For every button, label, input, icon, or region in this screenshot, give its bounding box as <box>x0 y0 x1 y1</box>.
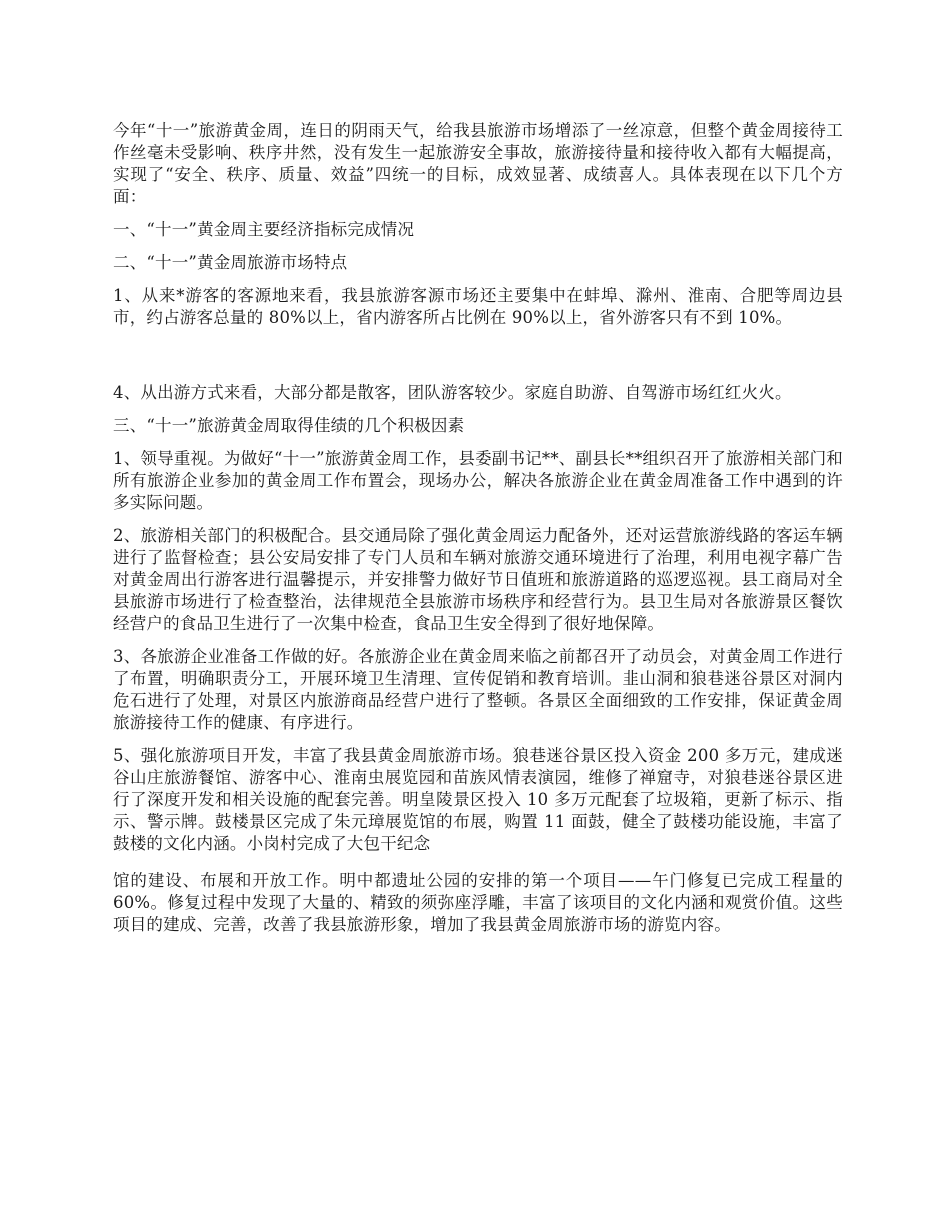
section-heading-1: 一、“十一”黄金周主要经济指标完成情况 <box>113 220 415 239</box>
section-heading-3: 三、“十一”旅游黄金周取得佳绩的几个积极因素 <box>113 416 465 435</box>
paragraph-departments: 2、旅游相关部门的积极配合。县交通局除了强化黄金周运力配备外，还对运营旅游线路的客运车辆进行了监督检查；县公安局安排了专门人员和车辆对旅游交通环境进行了治理，利用电视字幕广告对黄金周出行游客进行温馨提示，并安排警力做好节日值班和旅游道路的巡逻巡视。县工商局对全县旅游市场进行了检查整治，法律规范全县旅游市场秩序和经营行为。县卫生局对各旅游景区餐饮经营户的食品卫生进行了一次集中检查，食品卫生安全得到了很好地保障。 <box>113 526 843 633</box>
paragraph-market-source: 1、从来*游客的客源地来看，我县旅游客源市场还主要集中在蚌埠、滁州、淮南、合肥等周边县市，约占游客总量的 80%以上，省内游客所占比例在 90%以上，省外游客只有不到 10%。 <box>113 286 843 327</box>
paragraph-continuation: 馆的建设、布展和开放工作。明中都遗址公园的安排的第一个项目——午门修复已完成工程量的 60%。修复过程中发现了大量的、精致的须弥座浮雕，丰富了该项目的文化内涵和观赏价值。这些项目的建成、完善，改善了我县旅游形象，增加了我县黄金周旅游市场的游览内容。 <box>113 871 843 934</box>
paragraph-travel-mode: 4、从出游方式来看，大部分都是散客，团队游客较少。家庭自助游、自驾游市场红红火火。 <box>113 383 792 402</box>
blank-gap <box>113 340 843 382</box>
intro-paragraph: 今年“十一”旅游黄金周，连日的阴雨天气，给我县旅游市场增添了一丝凉意，但整个黄金周接待工作丝毫未受影响、秩序井然，没有发生一起旅游安全事故，旅游接待量和接待收入都有大幅提高，实现了“安全、秩序、质量、效益”四统一的目标，成效显著、成绩喜人。具体表现在以下几个方面： <box>113 121 843 206</box>
section-heading-2: 二、“十一”黄金周旅游市场特点 <box>113 253 348 272</box>
paragraph-project-development: 5、强化旅游项目开发，丰富了我县黄金周旅游市场。狼巷迷谷景区投入资金 200 多万元，建成迷谷山庄旅游餐馆、游客中心、淮南虫展览园和苗族风情表演园，维修了禅窟寺，对狼巷迷谷景区进行了深度开发和相关设施的配套完善。明皇陵景区投入 10 多万元配套了垃圾箱，更新了标示、指示、警示牌。鼓楼景区完成了朱元璋展览馆的布展，购置 11 面鼓，健全了鼓楼功能设施，丰富了鼓楼的文化内涵。小岗村完成了大包干纪念 <box>113 746 843 853</box>
paragraph-leadership: 1、领导重视。为做好“十一”旅游黄金周工作，县委副书记**、副县长**组织召开了旅游相关部门和所有旅游企业参加的黄金周工作布置会，现场办公，解决各旅游企业在黄金周准备工作中遇到的许多实际问题。 <box>113 449 843 512</box>
paragraph-enterprises: 3、各旅游企业准备工作做的好。各旅游企业在黄金周来临之前都召开了动员会，对黄金周工作进行了布置，明确职责分工，开展环境卫生清理、宣传促销和教育培训。韭山洞和狼巷迷谷景区对洞内危石进行了处理，对景区内旅游商品经营户进行了整顿。各景区全面细致的工作安排，保证黄金周旅游接待工作的健康、有序进行。 <box>113 647 843 732</box>
document-body <box>113 120 843 947</box>
